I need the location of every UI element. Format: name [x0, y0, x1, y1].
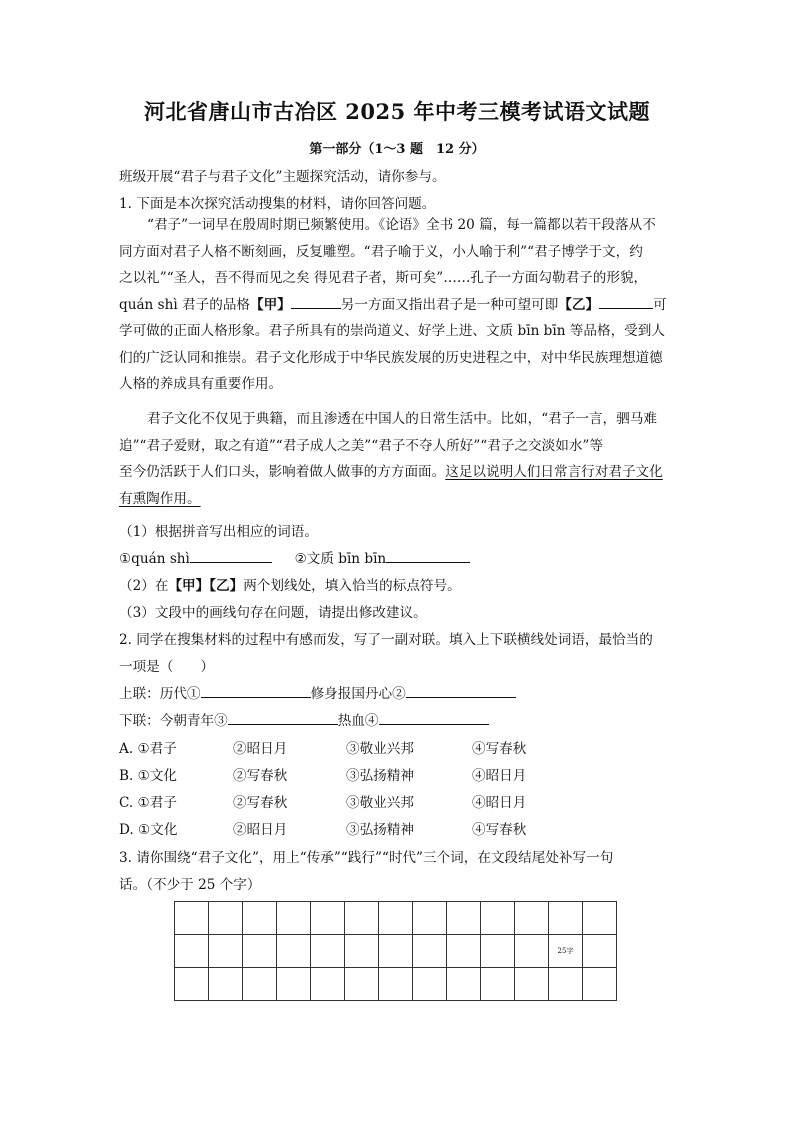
couplet-blank-2[interactable] — [406, 685, 516, 698]
exam-title: 河北省唐山市古冶区 2025 年中考三模考试语文试题 — [143, 99, 651, 124]
couplet-blank-3[interactable] — [228, 712, 338, 725]
passage-line: 君子文化不仅见于典籍，而且渗透在中国人的日常生活中。比如，“君子一言，驷马难 — [147, 411, 657, 427]
q1-stem: 1. 下面是本次探究活动搜集的材料，请你回答问题。 — [119, 196, 436, 212]
passage-line: 追”“君子爱财，取之有道”“君子成人之美”“君子不夺人所好”“君子之交淡如水”等 — [119, 437, 603, 454]
answer-blank-binbin[interactable] — [386, 550, 470, 563]
option-c[interactable]: C. ①君子 ②写春秋 ③敬业兴邦 ④昭日月 — [119, 795, 527, 811]
passage-line: 至今仍活跃于人们口头，影响着做人做事的方方面面。这足以说明人们日常言行对君子文化 — [119, 464, 663, 480]
passage-line — [119, 486, 675, 513]
section-heading: 第一部分（1～3 题 12 分） — [309, 142, 485, 157]
passage-line: quán shì 君子的品格【甲】 另一方面又指出君子是一种可望可即【乙】 可 — [119, 296, 667, 313]
intro-text: 班级开展“君子与君子文化”主题探究活动，请你参与。 — [119, 169, 446, 185]
passage-line: 学可做的正面人格形象。君子所具有的崇尚道义、好学上进、文质 bīn bīn 等品格，受到人 — [119, 323, 665, 339]
sub-question-1: （1）根据拼音写出相应的词语。 — [119, 524, 318, 540]
char-count-mark: 25字 — [549, 935, 583, 968]
q2-stem-line2: 一项是（ ） — [119, 659, 215, 675]
underlined-sentence: 这足以说明人们日常言行对君子文化 — [445, 464, 663, 480]
passage-line: 们的广泛认同和推崇。君子文化形成于中华民族发展的历史进程之中，对中华民族理想道德 — [119, 349, 663, 366]
q2-stem-line1: 2. 同学在搜集材料的过程中有感而发，写了一副对联。填入上下联横线处词语，最恰当的 — [119, 632, 653, 648]
couplet-upper: 上联：历代① 修身报国丹心② — [119, 682, 516, 702]
passage-line: “君子”一词早在殷周时期已频繁使用。《论语》全书 20 篇，每一篇都以若干段落从不 — [147, 217, 656, 233]
passage-line: 同方面对君子人格不断刻画，反复雕塑。“君子喻于义，小人喻于利”“君子博学于文，约 — [119, 243, 643, 260]
q1-passage-1 — [119, 212, 675, 398]
answer-grid[interactable] — [174, 901, 617, 1001]
q1-passage-2 — [119, 406, 675, 512]
couplet-blank-4[interactable] — [379, 712, 489, 725]
couplet-blank-1[interactable] — [201, 685, 311, 698]
passage-line: 人格的养成具有重要作用。 — [119, 376, 283, 392]
answer-blank-quanshi[interactable] — [190, 550, 272, 563]
option-b[interactable]: B. ①文化 ②写春秋 ③弘扬精神 ④昭日月 — [119, 768, 527, 784]
option-a[interactable]: A. ①君子 ②昭日月 ③敬业兴邦 ④写春秋 — [119, 741, 527, 757]
underlined-sentence-end: 有熏陶作用。 — [119, 490, 201, 507]
option-d[interactable]: D. ①文化 ②昭日月 ③弘扬精神 ④写春秋 — [119, 822, 527, 838]
passage-line: 之以礼”“圣人，吾不得而见之矣 得见君子者，斯可矣”……孔子一方面勾勒君子的形貌， — [119, 270, 648, 286]
q3-stem-line2: 话。（不少于 25 个字） — [119, 877, 261, 893]
sub-question-3: （3）文段中的画线句存在问题，请提出修改建议。 — [119, 605, 427, 621]
q3-stem-line1: 3. 请你围绕“君子文化”，用上“传承”“践行”“时代”三个词，在文段结尾处补写一句 — [119, 850, 614, 866]
yi-marker: 【乙】 — [558, 296, 600, 313]
couplet-lower: 下联：今朝青年③ 热血④ — [119, 709, 489, 729]
jia-marker: 【甲】 — [250, 296, 291, 313]
jia-blank[interactable] — [291, 296, 341, 309]
yi-blank[interactable] — [599, 296, 653, 309]
sub-question-1-answers: ①quán shì ②文质 bīn bīn — [119, 547, 470, 567]
sub-question-2: （2）在【甲】【乙】两个划线处，填入恰当的标点符号。 — [119, 578, 461, 594]
